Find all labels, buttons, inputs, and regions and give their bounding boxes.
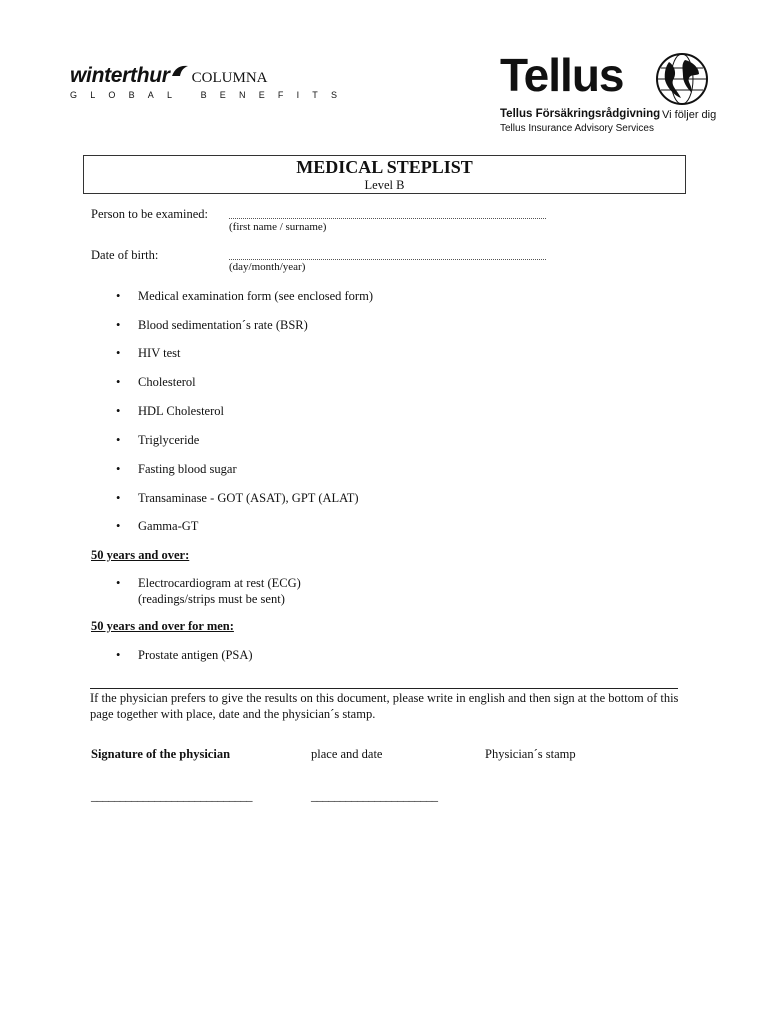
title-box bbox=[83, 155, 686, 194]
tellus-name: Tellus bbox=[500, 49, 624, 101]
item-text: Transaminase - GOT (ASAT), GPT (ALAT) bbox=[138, 491, 359, 505]
bullet: • bbox=[116, 289, 121, 303]
dob-hint: (day/month/year) bbox=[229, 261, 306, 273]
bird-icon bbox=[171, 64, 189, 78]
bullet: • bbox=[116, 375, 121, 389]
item-text: HIV test bbox=[138, 346, 181, 360]
item-text: HDL Cholesterol bbox=[138, 404, 224, 418]
tellus-subtitle-sv: Tellus Försäkringsrådgivning bbox=[500, 108, 661, 120]
winterthur-name: winterthur bbox=[70, 64, 170, 87]
bullet: • bbox=[116, 576, 121, 590]
page-title: MEDICAL STEPLIST bbox=[296, 157, 473, 177]
signature-field[interactable]: ____________________________ bbox=[91, 789, 252, 803]
bullet: • bbox=[116, 519, 121, 533]
winterthur-tagline: GLOBAL BENEFITS bbox=[70, 90, 351, 100]
bullet: • bbox=[116, 648, 121, 662]
divider bbox=[90, 688, 678, 689]
signature-label: Signature of the physician bbox=[91, 747, 231, 761]
item-text: Triglyceride bbox=[138, 433, 200, 447]
person-field[interactable] bbox=[229, 218, 546, 219]
item-text: Cholesterol bbox=[138, 375, 196, 389]
item-text: Electrocardiogram at rest (ECG) bbox=[138, 576, 301, 590]
item-text: (readings/strips must be sent) bbox=[138, 592, 285, 606]
level-label: Level B bbox=[364, 178, 405, 192]
tellus-slogan: Vi följer dig bbox=[662, 109, 717, 121]
bullet: • bbox=[116, 433, 121, 447]
physician-note: If the physician prefers to give the results on this document, please write in english and then sign at the bottom of this page together with place, date and the physician´s stamp. bbox=[90, 691, 679, 721]
dob-label: Date of birth: bbox=[91, 248, 159, 262]
item-text: Blood sedimentation´s rate (BSR) bbox=[138, 318, 308, 332]
winterthur-logo bbox=[70, 64, 350, 100]
bullet: • bbox=[116, 462, 121, 476]
item-text: Prostate antigen (PSA) bbox=[138, 648, 253, 662]
columna-name: COLUMNA bbox=[191, 70, 268, 86]
bullet: • bbox=[116, 491, 121, 505]
place-date-label: place and date bbox=[311, 747, 383, 761]
globe-icon bbox=[655, 52, 709, 106]
person-hint: (first name / surname) bbox=[229, 221, 327, 233]
tellus-subtitle-en: Tellus Insurance Advisory Services bbox=[500, 123, 654, 134]
item-text: Fasting blood sugar bbox=[138, 462, 237, 476]
dob-field[interactable] bbox=[229, 259, 546, 260]
bullet: • bbox=[116, 346, 121, 360]
section-heading-50: 50 years and over: bbox=[91, 548, 190, 562]
place-date-field[interactable]: ______________________ bbox=[311, 789, 438, 803]
person-label: Person to be examined: bbox=[91, 207, 208, 221]
item-text: Medical examination form (see enclosed form) bbox=[138, 289, 373, 303]
bullet: • bbox=[116, 318, 121, 332]
item-text: Gamma-GT bbox=[138, 519, 199, 533]
stamp-label: Physician´s stamp bbox=[485, 747, 576, 761]
section-heading-50-men: 50 years and over for men: bbox=[91, 619, 234, 633]
bullet: • bbox=[116, 404, 121, 418]
